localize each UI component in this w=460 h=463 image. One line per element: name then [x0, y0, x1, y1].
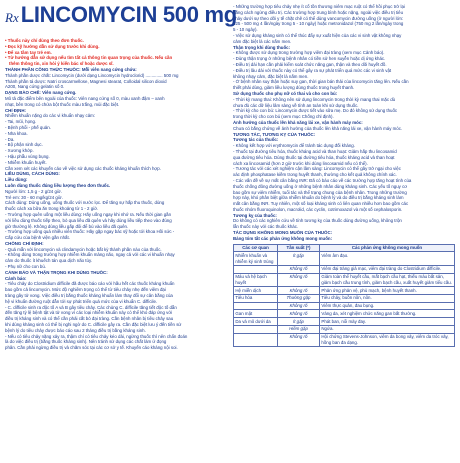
section-heading: Liều dùng: [5, 177, 28, 183]
body-text-line: Mô tả đặc điểm bên ngoài của thuốc: Viên nang cứng số 0, màu xanh đậm – xanh [5, 95, 165, 101]
body-text-line: thiết phải dùng, giảm liều lượng dùng thuốc trong huyết thanh. [233, 85, 355, 91]
body-text-line: - Da. [5, 136, 15, 142]
section-heading: Sử dụng thuốc cho phụ nữ có thai và cho con bú: [233, 90, 338, 96]
body-text-line: Thành phần dược chất: Lincomycin (dưới dạng Lincomycin hydroclorid) .............. 500 mg [5, 72, 179, 78]
body-text-line: - Không kết hợp với erythromycin để tránh tác dụng đối kháng. [233, 143, 355, 149]
body-text-line: đến tăng tỷ lệ bệnh tật và tử vong vì các loại nhiễm khuẩn này có thể khó đáp ứng với [5, 310, 173, 316]
body-text-line: - Các vấn đề về sự mất cân bằng INR: Đã có báo cáo về các trường hợp tăng hoạt tính của [233, 177, 412, 183]
body-text-line: là do việc điều trị (bằng thuốc kháng sinh). Nên tránh sử dụng các chất làm ứ đọng [5, 339, 167, 345]
warning-highlight: • Thuốc này chỉ dùng theo đơn thuốc. [5, 38, 227, 44]
body-text-line: trong thời kỳ cho con bú (xem mục Chống chỉ định). [233, 114, 334, 120]
table-cell: Viêm đại tràng giả mạc, viêm đại tràng do Clostridium difficile. [320, 265, 455, 273]
table-row [234, 294, 455, 302]
warning-highlight: thêm thông tin, xin hỏi ý kiến bác sĩ hoặc dược sĩ. [9, 61, 114, 67]
body-text-line: A200, Nang cứng gelatin số 0. [5, 84, 65, 90]
body-text-line: - Nếu có tiêu chảy nặng xảy ra, thậm chí có tiêu chảy kéo dài, ngừng thuốc thì nên chẩn đoán [5, 333, 188, 339]
section-heading: CHỈ ĐỊNH: [5, 107, 26, 113]
body-text-line: bệnh lý do tiêu chảy được báo cáo sau 2 tháng điều trị bằng kháng sinh. [5, 327, 146, 333]
adverse-reactions-table [233, 244, 455, 347]
table-cell: Thường gặp [278, 294, 320, 302]
body-text-line: - Tai, mũi, họng. [5, 119, 37, 125]
rx-symbol: Rx [5, 10, 19, 25]
table-cell: Phát ban, nổi mày đay. [320, 318, 455, 326]
body-text-line: - Hậu phẫu vùng bụng. [5, 153, 50, 159]
body-text-line: Cách dùng: Dùng uống, uống thuốc với nước lọc. Để tăng sự hấp thu thuốc, dùng [5, 200, 165, 206]
body-text-line: nhạt, bên trong có chứa bột thuốc màu trắng, mùi đặc biệt. [5, 101, 120, 107]
table-cell: Không rõ [278, 310, 320, 318]
body-text-line: - Điều trị dài hạn cần phải kiểm soát chức năng gan, thận và theo dõi huyết đồ. [233, 61, 387, 67]
table-cell: Ít gặp [278, 252, 320, 265]
table-cell: Hiếm gặp [278, 325, 320, 333]
table-cell: Tiêu chảy, buồn nôn, nôn. [320, 294, 455, 302]
body-text-line: lẫn thuốc này với các thuốc khác. [233, 224, 299, 230]
body-text-line: qua đường tiêu hóa. Dùng thuốc tại đường tiêu hóa, thuốc kháng acid và than hoạt [233, 154, 395, 160]
body-text-line: với liều dùng thuốc tiếp theo, bỏ qua liều đã quên và hãy dùng liều tiếp theo vào đúng [5, 217, 172, 223]
body-text-line: - Thuốc tại đường tiêu hóa, thuốc kháng acid và than hoạt: Giảm hấp thu lincosamid [233, 148, 397, 154]
table-cell: Viêm thực quản, đau bụng. [320, 302, 455, 310]
body-text-line: phân. Cần phải ngừng điều trị và chăm sóc tại các cơ sở y tế. Khuyến cáo kháng nội soi. [5, 345, 178, 351]
section-heading: Tương tác của thuốc: [233, 137, 279, 143]
body-text-line: - Nhiễm khuẩn huyết. [5, 159, 47, 165]
table-row [234, 310, 455, 318]
warning-highlight: • Đọc kỹ hướng dẫn sử dụng trước khi dùng. [5, 44, 227, 50]
body-text-line: cảm do thuốc ít khuếch tán qua dịch não tủy. [5, 258, 93, 264]
table-cell: Vàng da, xét nghiệm chức năng gan bất thường. [320, 310, 455, 318]
body-text-line: - Không dùng trong trường hợp nhiễm khuẩn màng não, ngay cả với các vi khuẩn nhạy [5, 252, 175, 258]
body-text-line: tràng gây tử vong. Việc điều trị bằng thuốc kháng khuẩn làm thay đổi sự cân bằng của [5, 293, 173, 299]
table-row [234, 273, 455, 286]
body-text-line: - Việc sử dụng kháng sinh có thể thúc đẩy sự xuất hiện của các vi sinh vật không nhạy [233, 32, 402, 38]
table-cell: Không rõ [278, 273, 320, 286]
table-cell: Da và mô dưới da [234, 318, 278, 326]
table-header-cell: Tần suất (*) [278, 244, 320, 252]
table-cell [234, 333, 278, 346]
body-text-line: Trẻ em: 30 - 60 mg/kg/24 giờ. [5, 194, 63, 200]
body-text-line: Chưa có bằng chứng về ảnh hưởng của thuốc lên khả năng lái xe, vận hành máy móc. [233, 125, 403, 131]
section-heading: Ảnh hưởng của thuốc lên khả năng lái xe, vận hành máy móc: [233, 119, 363, 125]
section-heading: LIỀU DÙNG, CÁCH DÙNG: [5, 171, 60, 177]
table-cell: Hệ miễn dịch [234, 286, 278, 294]
section-heading: TÁC DỤNG KHÔNG MONG MUỐN CỦA THUỐC: [233, 230, 333, 236]
table-cell [234, 302, 278, 310]
table-cell [234, 265, 278, 273]
right-column [233, 4, 455, 347]
body-text-line: bao gồm sự viêm nhiễm, tuổi tác và thể trạng chung của bệnh nhân. Trong những trường [233, 189, 407, 195]
body-text-line: - Thời kỳ mang thai: Không nên sử dụng lincomycin trong thời kỳ mang thai mặc dù [233, 96, 396, 102]
table-header-cell: Các phản ứng không mong muốn [320, 244, 455, 252]
warning-highlight: • Để xa tầm tay trẻ em. [5, 50, 227, 56]
warning-highlight: • Từ hướng dẫn sử dụng nếu tìm tất cả thông tin quan trọng của thuốc. Nếu cần [5, 55, 227, 61]
body-text-line: bao gồm cả lincomycin. Mức độ nghiêm trọng có thể từ tiêu chảy nhẹ đến viêm đại [5, 287, 166, 293]
table-row [234, 286, 455, 294]
section-heading: CHỐNG CHỈ ĐỊNH: [5, 240, 44, 246]
section-heading: THÀNH PHẦN CÔNG THỨC THUỐC: Mỗi viên nang cứng chứa: [5, 66, 137, 72]
table-cell: Tiêu hóa [234, 294, 278, 302]
section-heading: TƯƠNG TÁC, TƯƠNG KỴ CỦA THUỐC: [233, 131, 316, 137]
table-row [234, 302, 455, 310]
body-text-line: - Thời kỳ cho con bú: Lincomycin được tiết vào sữa mẹ. Do đó không sử dụng thuốc [233, 108, 398, 114]
body-text-line: - Trường hợp quên uống một liều dùng: Hãy uống ngay khi nhớ ra. Nếu thời gian gần [5, 211, 172, 217]
table-cell: Không rõ [278, 302, 320, 310]
table-row [234, 265, 455, 273]
body-text-line: thuốc nhóm fluoroquinolon, macrolid, các cyclin, cotrimoxazol và một số cephalosporin. [233, 206, 403, 212]
section-heading: Cảnh báo: [5, 275, 27, 281]
table-cell: Máu và hệ bạch huyết [234, 273, 278, 286]
body-text-line: điều trị kháng sinh và có thể cần phải cắt bỏ đại tràng. Cần bệnh nhân bị tiêu chảy sau [5, 316, 174, 322]
body-text-line: Thành phần tá dược: Natri croscarmellose, Magnesi stearat, Colloidal silicon dioxid [5, 78, 167, 84]
table-cell: Giảm toàn thể huyết cầu, mất bạch cầu hạt, thiếu máu bất sản, giảm bạch cầu trung tính, giảm bạch cầu, xuất huyết giảm tiểu cầu. [320, 273, 455, 286]
table-cell: Hội chứng Stevens-Johnson, viêm da bong vảy, viêm da tróc vảy, hồng ban đa dạng. [320, 333, 455, 346]
table-row [234, 252, 455, 265]
body-text-line: - C. difficile sinh ra độc tố A và B gây tiêu chảy. Các chủng C. difficile tăng tiết độc tố dẫn [5, 304, 177, 310]
table-cell [234, 325, 278, 333]
table-cell: Gan mật [234, 310, 278, 318]
section-heading: DẠNG BÀO CHẾ: Viên nang cứng. [5, 90, 77, 96]
body-text-line: - Phụ nữ cho con bú. [5, 264, 47, 270]
body-text-line: - Không được sử dụng trong trường hợp viêm đại tràng (xem mục Cảnh báo). [233, 50, 385, 56]
body-text-line: Cần xem xét các khuyến cáo về việc sử dụng các thuốc kháng khuẩn thích hợp. [5, 165, 161, 171]
table-cell: Phản ứng phản vệ, phù mạch, bệnh huyết thanh. [320, 286, 455, 294]
table-cell: Viêm âm đạo. [320, 252, 455, 265]
section-heading: Tương kỵ của thuốc: [233, 212, 277, 218]
left-column [5, 38, 227, 351]
table-row [234, 333, 455, 346]
body-text-line: giờ thường lệ. Không dùng liều gấp đôi để bù vào liều đã quên. [5, 223, 129, 229]
table-cell: Ít gặp [278, 318, 320, 326]
table-cell: Ngứa. [320, 325, 455, 333]
body-text-line: - Quá mẫn với lincomycin và clindamycin hoặc bất kỳ thành phần nào của thuốc. [5, 246, 162, 252]
section-heading: CẢNH BÁO VÀ THẬN TRỌNG KHI DÙNG THUỐC: [5, 269, 108, 275]
body-text-line: - Nha khoa. [5, 130, 28, 136]
body-text-line: xác định phosphatase kiềm trong huyết thanh, thường cho kết quả không chính xác. [233, 172, 397, 178]
body-text-line: - Dùng thận trọng ở những bệnh nhân có tiền sử hen suyễn hoặc dị ứng khác. [233, 56, 386, 62]
body-text-line: bằng cách ngừng điều trị. Các trường hợp trung bình hoặc nặng, ngoài việc điều trị tiêu [233, 9, 404, 15]
body-text-line: - Tương tác với các xét nghiệm cận lâm sàng: Lincomycin có thể gây trở ngại cho việc [233, 166, 401, 172]
body-text-line: cách xa lincosamid (hơn 2 giờ trước khi dùng lincosamid nếu có thể). [233, 160, 368, 166]
body-text-line: Nhiễm khuẩn nặng do các vi khuẩn nhạy cảm: [5, 113, 96, 119]
section-heading: Bảng tóm tắt các phản ứng không mong muốn: [233, 235, 333, 241]
body-text-line: - Điều trị lâu dài với thuốc này có thể gây ra sự phát triển quá mức các vi sinh vật [233, 67, 392, 73]
body-text-line: - Trường hợp uống quá nhiều viên thuốc: Hãy gặp ngay bác sỹ hoặc tới khoa Hồi sức - [5, 229, 175, 235]
table-cell: Không rõ [278, 286, 320, 294]
body-text-line: - Tiêu chảy do Clostridium difficile đã được báo cáo với hầu hết các thuốc kháng khuẩn [5, 281, 175, 287]
body-text-line: - Bệnh phổi - phế quản. [5, 124, 51, 130]
body-text-line: - Những trường hợp tiêu chảy nhẹ ít cố tồn thương niêm mạc ruột có thể hồi phục trở lại [233, 4, 405, 9]
body-text-line: hợp này, khó phân biệt giữa nhiễm khuẩn do bệnh lý và do điều trị bằng kháng sinh làm [233, 195, 404, 201]
body-text-line: 5 - 10 ngày). [233, 27, 258, 33]
body-text-line: Do không có các nghiên cứu về tính tương kỵ của thuốc dùng đường uống, không trộn [233, 218, 402, 224]
body-text-line: không nhạy cảm, đặc biệt là nấm men. [233, 73, 309, 79]
table-header-cell: Các cơ quan [234, 244, 278, 252]
section-heading: Thận trọng khi dùng thuốc: [233, 44, 291, 50]
body-text-line: hệ vi khuẩn đường ruột dẫn tới sự phát triển quá mức của vi khuẩn C. difficile. [5, 298, 158, 304]
body-text-line: - Xương khớp. [5, 148, 34, 154]
body-text-line: thuốc cách xa bữa ăn trong khoảng từ 1 - 2 giờ. [5, 206, 99, 212]
body-text-line: Người lớn: 1,5 g - 2 g/24 giờ. [5, 188, 62, 194]
table-cell: Không rõ [278, 333, 320, 346]
body-text-line: Cấp cứu của bệnh viện gần nhất. [5, 235, 70, 241]
section-heading: Luôn dùng thuốc đúng liều lượng theo đơn thuốc. [5, 182, 111, 188]
product-name: LINCOMYCIN 500 mg [20, 2, 237, 27]
body-text-line: 125 - 500 mg 4 lần/ngày trong 5 - 10 ngày) hoặc metronidazol (750 mg 2 lần/ngày trong [233, 21, 404, 27]
body-text-line: - Bộ phận sinh dục. [5, 142, 43, 148]
body-text-line: chảy dưới sự theo dõi y tế chặt chẽ có thể dùng vancomycin đường uống (ở người lớn: [233, 15, 404, 21]
body-text-line: thuốc chống đông đường uống ở những bệnh nhân dùng kháng sinh. Các yếu tố nguy cơ [233, 183, 408, 189]
body-text-line: mất cân bằng INR. Tuy nhiên, một số loại kháng sinh có liên quan nhiều hơn bao gồm các [233, 201, 409, 207]
table-row [234, 318, 455, 326]
body-text-line: chưa đủ các dữ liệu lâm sàng về tính an toàn khi sử dụng thuốc. [233, 102, 359, 108]
table-cell: Nhiễm khuẩn và nhiễm ký sinh trùng [234, 252, 278, 265]
table-cell: Không rõ [278, 265, 320, 273]
table-row [234, 325, 455, 333]
body-text-line: - Ở bệnh nhân suy thận hoặc suy gan, thời gian bán thải của lincomycin tăng lên. Nếu cần [233, 79, 409, 85]
body-text-line: khi dùng kháng sinh có thể bị nghi ngờ do C. difficile gây ra. Cần đặc biệt lưu ý đến tiền sử [5, 322, 182, 328]
body-text-line: cảm đặc biệt là các nấm men. [233, 38, 292, 44]
